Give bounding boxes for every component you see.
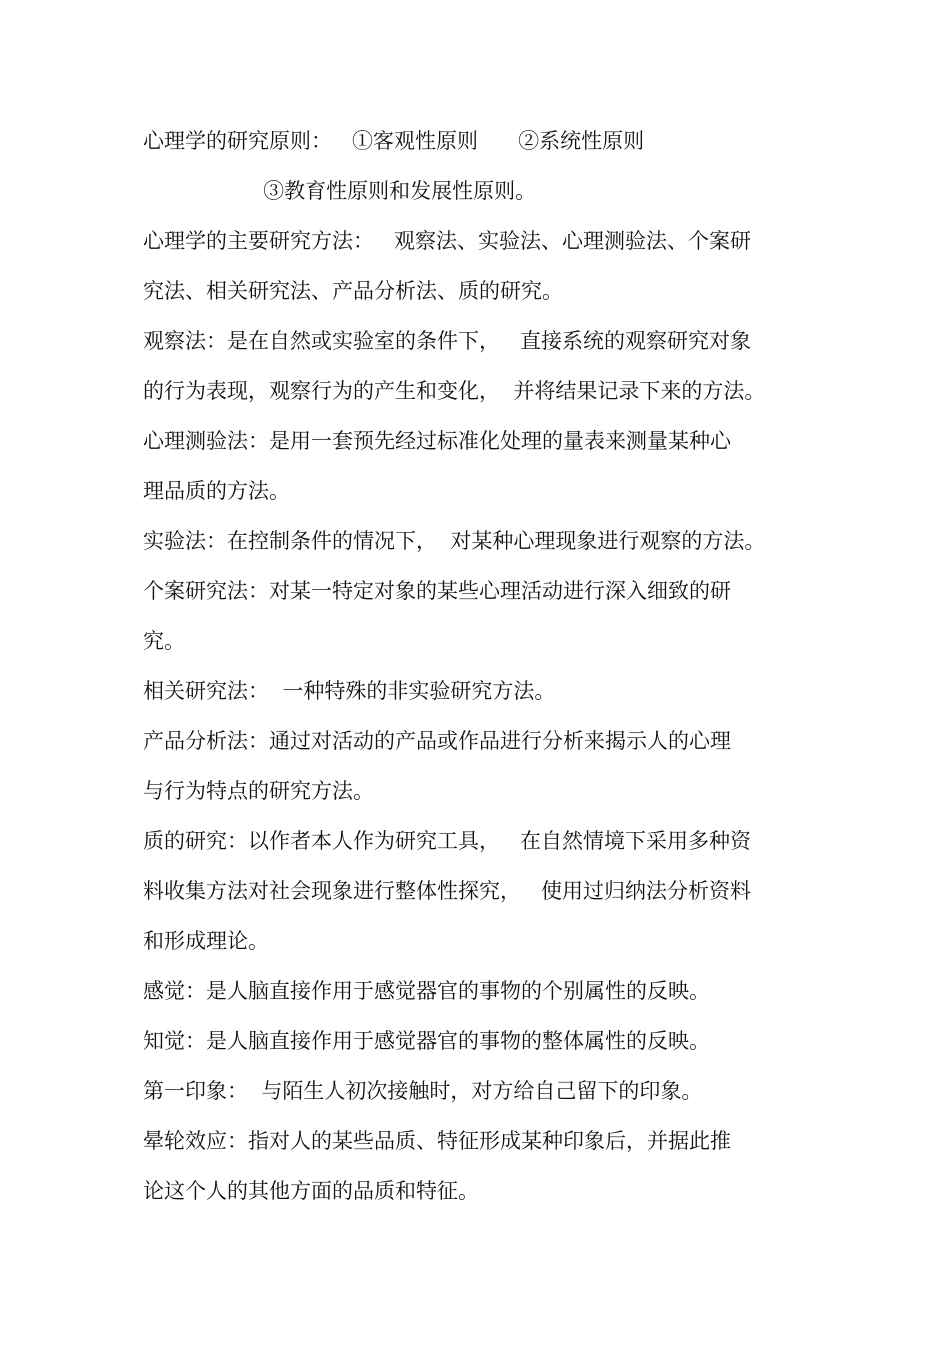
observation-line-2: 的行为表现，观察行为的产生和变化， 并将结果记录下来的方法。 — [143, 379, 766, 403]
observation-line-1: 观察法：是在自然或实验室的条件下， 直接系统的观察研究对象 — [143, 329, 752, 353]
qualitative-line-3: 和形成理论。 — [143, 929, 269, 953]
qualitative-line-2: 料收集方法对社会现象进行整体性探究， 使用过归纳法分析资料 — [143, 879, 752, 903]
first-impression-line: 第一印象： 与陌生人初次接触时，对方给自己留下的印象。 — [143, 1079, 703, 1103]
product-analysis-line-1: 产品分析法：通过对活动的产品或作品进行分析来揭示人的心理 — [143, 729, 731, 753]
correlational-line: 相关研究法： 一种特殊的非实验研究方法。 — [143, 679, 556, 703]
principles-line-2: ③教育性原则和发展性原则。 — [143, 179, 537, 203]
experiment-line: 实验法：在控制条件的情况下， 对某种心理现象进行观察的方法。 — [143, 529, 766, 553]
case-study-line-1: 个案研究法：对某一特定对象的某些心理活动进行深入细致的研 — [143, 579, 731, 603]
product-analysis-line-2: 与行为特点的研究方法。 — [143, 779, 374, 803]
psych-test-line-1: 心理测验法：是用一套预先经过标准化处理的量表来测量某种心 — [143, 429, 731, 453]
case-study-line-2: 究。 — [143, 629, 185, 653]
halo-effect-line-1: 晕轮效应：指对人的某些品质、特征形成某种印象后，并据此推 — [143, 1129, 731, 1153]
methods-line-1: 心理学的主要研究方法： 观察法、实验法、心理测验法、个案研 — [143, 229, 752, 253]
qualitative-line-1: 质的研究：以作者本人作为研究工具， 在自然情境下采用多种资 — [143, 829, 752, 853]
perception-line: 知觉：是人脑直接作用于感觉器官的事物的整体属性的反映。 — [143, 1029, 710, 1053]
principles-line-1: 心理学的研究原则： ①客观性原则 ②系统性原则 — [143, 129, 645, 153]
sensation-line: 感觉：是人脑直接作用于感觉器官的事物的个别属性的反映。 — [143, 979, 710, 1003]
methods-line-2: 究法、相关研究法、产品分析法、质的研究。 — [143, 279, 563, 303]
psych-test-line-2: 理品质的方法。 — [143, 479, 290, 503]
halo-effect-line-2: 论这个人的其他方面的品质和特征。 — [143, 1179, 479, 1203]
